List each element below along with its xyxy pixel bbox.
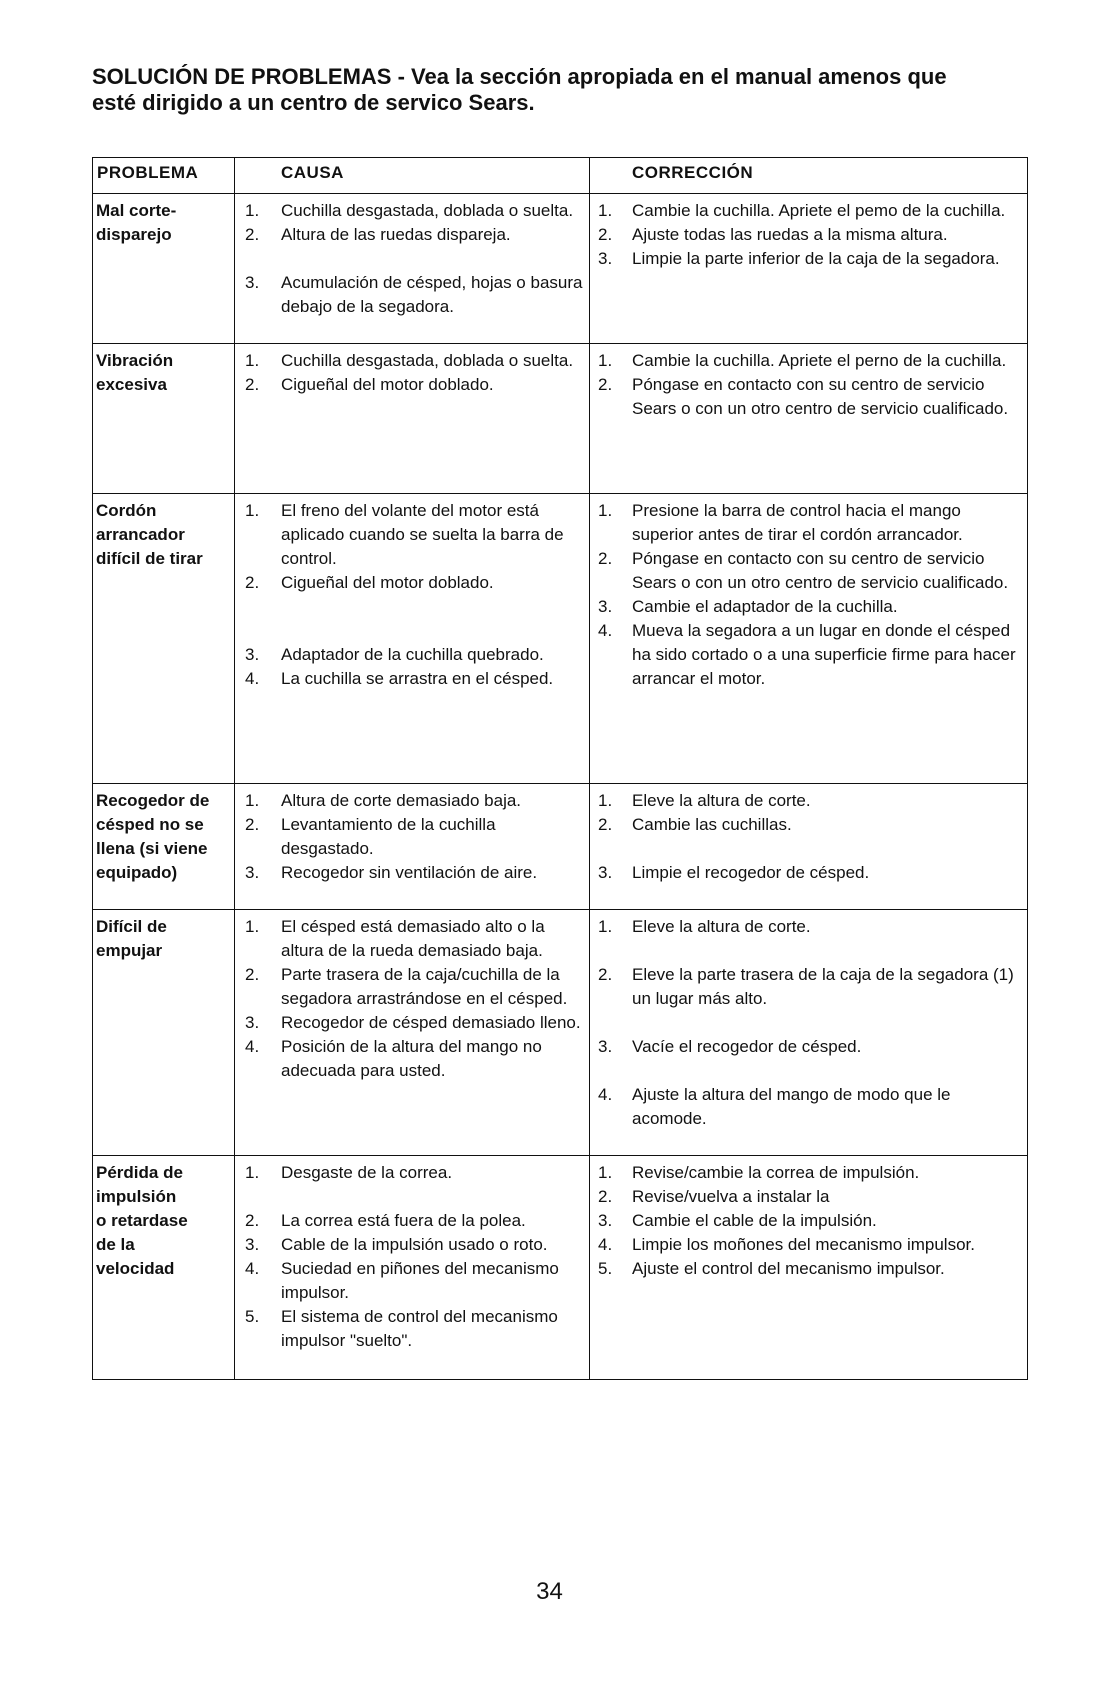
item-text: Cambie el cable de la impulsión. bbox=[632, 1211, 877, 1230]
cause-cell bbox=[235, 344, 590, 494]
item-number: 3. bbox=[245, 1235, 260, 1254]
table-header-row bbox=[93, 158, 1028, 194]
item-number: 1. bbox=[245, 1163, 260, 1182]
item-number: 1. bbox=[245, 791, 260, 810]
item-number: 1. bbox=[598, 791, 613, 810]
item-text: Póngase en contacto con su centro de servicio Sears o con un otro centro de servicio cualificado. bbox=[632, 375, 1009, 418]
problem-line: Recogedor de bbox=[96, 791, 210, 810]
item-text: Desgaste de la correa. bbox=[281, 1163, 453, 1182]
cause-item bbox=[235, 1209, 589, 1233]
item-text: Eleve la altura de corte. bbox=[632, 917, 811, 936]
item-text: Cambie la cuchilla. Apriete el pemo de la cuchilla. bbox=[632, 201, 1006, 220]
item-text: El césped está demasiado alto o la altura de la rueda demasiado baja. bbox=[281, 917, 545, 960]
item-number: 3. bbox=[598, 249, 613, 268]
item-number: 4. bbox=[598, 621, 613, 640]
item-text: Cigueñal del motor doblado. bbox=[281, 375, 494, 394]
item-text: Cigueñal del motor doblado. bbox=[281, 573, 494, 592]
cause-item bbox=[235, 271, 589, 319]
correction-item bbox=[590, 915, 1027, 939]
cause-cell bbox=[235, 494, 590, 784]
problem-line: Pérdida de bbox=[96, 1163, 183, 1182]
item-text: El sistema de control del mecanismo impulsor "suelto". bbox=[281, 1307, 558, 1350]
item-number: 3. bbox=[245, 863, 260, 882]
item-number: 2. bbox=[245, 965, 260, 984]
item-number: 2. bbox=[245, 375, 260, 394]
cause-item bbox=[235, 643, 589, 667]
item-text: Cambie las cuchillas. bbox=[632, 815, 792, 834]
correction-item bbox=[590, 789, 1027, 813]
problem-cell bbox=[93, 194, 235, 344]
item-number: 1. bbox=[598, 917, 613, 936]
correction-item bbox=[590, 1161, 1027, 1185]
problem-line: Mal corte- bbox=[96, 201, 177, 220]
item-text: Levantamiento de la cuchilla desgastado. bbox=[281, 815, 496, 858]
item-number: 5. bbox=[245, 1307, 260, 1326]
item-text: Cambie el adaptador de la cuchilla. bbox=[632, 597, 898, 616]
problem-line: Vibración bbox=[96, 351, 174, 370]
item-number: 4. bbox=[245, 669, 260, 688]
cause-item bbox=[235, 223, 589, 247]
header-correction: CORRECCIÓN bbox=[590, 158, 1028, 194]
problem-line: Cordón bbox=[96, 501, 157, 520]
cause-item bbox=[235, 789, 589, 813]
problem-cell bbox=[93, 344, 235, 494]
item-text: Limpie los moñones del mecanismo impulsor. bbox=[632, 1235, 975, 1254]
item-text: Eleve la parte trasera de la caja de la segadora (1) un lugar más alto. bbox=[632, 965, 1014, 1008]
item-number: 3. bbox=[598, 1037, 613, 1056]
problem-cell bbox=[93, 784, 235, 910]
item-text: Ajuste todas las ruedas a la misma altura. bbox=[632, 225, 948, 244]
problem-line: velocidad bbox=[96, 1259, 175, 1278]
item-number: 2. bbox=[245, 225, 260, 244]
correction-item bbox=[590, 963, 1027, 1011]
header-cause: CAUSA bbox=[235, 158, 590, 194]
correction-cell bbox=[590, 1156, 1028, 1380]
item-number: 3. bbox=[598, 863, 613, 882]
item-number: 1. bbox=[598, 1163, 613, 1182]
item-number: 1. bbox=[245, 201, 260, 220]
item-number: 2. bbox=[245, 815, 260, 834]
correction-item bbox=[590, 595, 1027, 619]
cause-cell bbox=[235, 1156, 590, 1380]
correction-item bbox=[590, 499, 1027, 547]
item-number: 2. bbox=[245, 1211, 260, 1230]
problem-line: equipado) bbox=[96, 863, 178, 882]
header-problem: PROBLEMA bbox=[93, 158, 235, 194]
problem-line: impulsión bbox=[96, 1187, 177, 1206]
table-row bbox=[93, 194, 1028, 344]
item-text: Presione la barra de control hacia el mango superior antes de tirar el cordón arrancador. bbox=[632, 501, 963, 544]
item-number: 1. bbox=[598, 501, 613, 520]
correction-item bbox=[590, 861, 1027, 885]
item-text: Mueva la segadora a un lugar en donde el césped ha sido cortado o a una superficie firme para hacer arrancar el motor. bbox=[632, 621, 1016, 688]
item-number: 3. bbox=[245, 1013, 260, 1032]
item-text: Adaptador de la cuchilla quebrado. bbox=[281, 645, 544, 664]
problem-cell bbox=[93, 910, 235, 1156]
problem-line: disparejo bbox=[96, 225, 172, 244]
cause-item bbox=[235, 667, 589, 691]
correction-item bbox=[590, 1257, 1027, 1281]
item-text: Cambie la cuchilla. Apriete el perno de la cuchilla. bbox=[632, 351, 1007, 370]
problem-cell bbox=[93, 494, 235, 784]
item-text: Recogedor sin ventilación de aire. bbox=[281, 863, 538, 882]
item-number: 2. bbox=[598, 1187, 613, 1206]
item-text: Parte trasera de la caja/cuchilla de la segadora arrastrándose en el césped. bbox=[281, 965, 568, 1008]
problem-line: de la bbox=[96, 1235, 135, 1254]
item-number: 2. bbox=[598, 549, 613, 568]
item-text: Acumulación de césped, hojas o basura debajo de la segadora. bbox=[281, 273, 583, 316]
item-number: 4. bbox=[598, 1235, 613, 1254]
item-number: 4. bbox=[245, 1259, 260, 1278]
cause-item bbox=[235, 373, 589, 397]
item-number: 3. bbox=[245, 273, 260, 292]
correction-item bbox=[590, 1209, 1027, 1233]
table-row bbox=[93, 494, 1028, 784]
item-text: La cuchilla se arrastra en el césped. bbox=[281, 669, 554, 688]
problem-line: difícil de tirar bbox=[96, 549, 203, 568]
item-number: 2. bbox=[598, 225, 613, 244]
correction-item bbox=[590, 1035, 1027, 1059]
cause-item bbox=[235, 1257, 589, 1305]
item-number: 1. bbox=[598, 201, 613, 220]
problem-line: o retardase bbox=[96, 1211, 188, 1230]
item-number: 1. bbox=[245, 917, 260, 936]
item-text: Ajuste la altura del mango de modo que le acomode. bbox=[632, 1085, 951, 1128]
item-number: 3. bbox=[598, 597, 613, 616]
problem-cell bbox=[93, 1156, 235, 1380]
correction-cell bbox=[590, 910, 1028, 1156]
item-number: 1. bbox=[245, 351, 260, 370]
item-number: 1. bbox=[245, 501, 260, 520]
item-number: 2. bbox=[598, 965, 613, 984]
item-number: 3. bbox=[245, 645, 260, 664]
item-text: La correa está fuera de la polea. bbox=[281, 1211, 526, 1230]
problem-line: llena (si viene bbox=[96, 839, 208, 858]
correction-item bbox=[590, 223, 1027, 247]
correction-cell bbox=[590, 784, 1028, 910]
item-text: Cuchilla desgastada, doblada o suelta. bbox=[281, 351, 574, 370]
page-number: 34 bbox=[536, 1578, 563, 1605]
correction-item bbox=[590, 813, 1027, 837]
cause-item bbox=[235, 1161, 589, 1185]
item-text: Revise/vuelva a instalar la bbox=[632, 1187, 830, 1206]
table-row bbox=[93, 1156, 1028, 1380]
item-number: 1. bbox=[598, 351, 613, 370]
heading-line-2: esté dirigido a un centro de servico Sears. bbox=[92, 90, 535, 115]
problem-line: arrancador bbox=[96, 525, 185, 544]
item-number: 2. bbox=[245, 573, 260, 592]
correction-cell bbox=[590, 344, 1028, 494]
item-text: Eleve la altura de corte. bbox=[632, 791, 811, 810]
item-text: Vacíe el recogedor de césped. bbox=[632, 1037, 862, 1056]
correction-item bbox=[590, 1083, 1027, 1131]
cause-cell bbox=[235, 910, 590, 1156]
item-text: Cable de la impulsión usado o roto. bbox=[281, 1235, 548, 1254]
item-text: Ajuste el control del mecanismo impulsor. bbox=[632, 1259, 945, 1278]
correction-item bbox=[590, 547, 1027, 595]
cause-item bbox=[235, 571, 589, 595]
table-row bbox=[93, 344, 1028, 494]
correction-item bbox=[590, 1185, 1027, 1209]
item-text: Posición de la altura del mango no adecuada para usted. bbox=[281, 1037, 542, 1080]
heading-line-1: SOLUCIÓN DE PROBLEMAS - Vea la sección apropiada en el manual amenos que bbox=[92, 64, 947, 89]
item-text: Revise/cambie la correa de impulsión. bbox=[632, 1163, 920, 1182]
correction-item bbox=[590, 1233, 1027, 1257]
problem-line: césped no se bbox=[96, 815, 204, 834]
table-row bbox=[93, 910, 1028, 1156]
cause-item bbox=[235, 349, 589, 373]
item-text: Altura de las ruedas dispareja. bbox=[281, 225, 511, 244]
table-body bbox=[93, 194, 1028, 1380]
cause-item bbox=[235, 861, 589, 885]
item-text: Póngase en contacto con su centro de servicio Sears o con un otro centro de servicio cualificado. bbox=[632, 549, 1009, 592]
item-number: 3. bbox=[598, 1211, 613, 1230]
correction-cell bbox=[590, 194, 1028, 344]
item-text: Limpie la parte inferior de la caja de la segadora. bbox=[632, 249, 1000, 268]
cause-item bbox=[235, 199, 589, 223]
item-number: 2. bbox=[598, 375, 613, 394]
cause-item bbox=[235, 915, 589, 963]
cause-item bbox=[235, 813, 589, 861]
item-text: Limpie el recogedor de césped. bbox=[632, 863, 870, 882]
correction-cell bbox=[590, 494, 1028, 784]
item-text: Recogedor de césped demasiado lleno. bbox=[281, 1013, 581, 1032]
cause-item bbox=[235, 1233, 589, 1257]
cause-cell bbox=[235, 194, 590, 344]
problem-line: Difícil de bbox=[96, 917, 167, 936]
cause-item bbox=[235, 963, 589, 1011]
correction-item bbox=[590, 619, 1027, 691]
correction-item bbox=[590, 247, 1027, 271]
problem-line: excesiva bbox=[96, 375, 167, 394]
cause-item bbox=[235, 499, 589, 571]
problem-line: empujar bbox=[96, 941, 163, 960]
troubleshooting-table bbox=[92, 157, 1028, 1380]
item-number: 5. bbox=[598, 1259, 613, 1278]
cause-cell bbox=[235, 784, 590, 910]
correction-item bbox=[590, 199, 1027, 223]
cause-item bbox=[235, 1305, 589, 1353]
cause-item bbox=[235, 1035, 589, 1083]
correction-item bbox=[590, 349, 1027, 373]
item-number: 2. bbox=[598, 815, 613, 834]
cause-item bbox=[235, 1011, 589, 1035]
item-text: El freno del volante del motor está aplicado cuando se suelta la barra de control. bbox=[281, 501, 564, 568]
item-text: Suciedad en piñones del mecanismo impulsor. bbox=[281, 1259, 559, 1302]
item-text: Cuchilla desgastada, doblada o suelta. bbox=[281, 201, 574, 220]
correction-item bbox=[590, 373, 1027, 421]
page-heading bbox=[92, 64, 1042, 116]
item-text: Altura de corte demasiado baja. bbox=[281, 791, 522, 810]
table-row bbox=[93, 784, 1028, 910]
item-number: 4. bbox=[245, 1037, 260, 1056]
item-number: 4. bbox=[598, 1085, 613, 1104]
